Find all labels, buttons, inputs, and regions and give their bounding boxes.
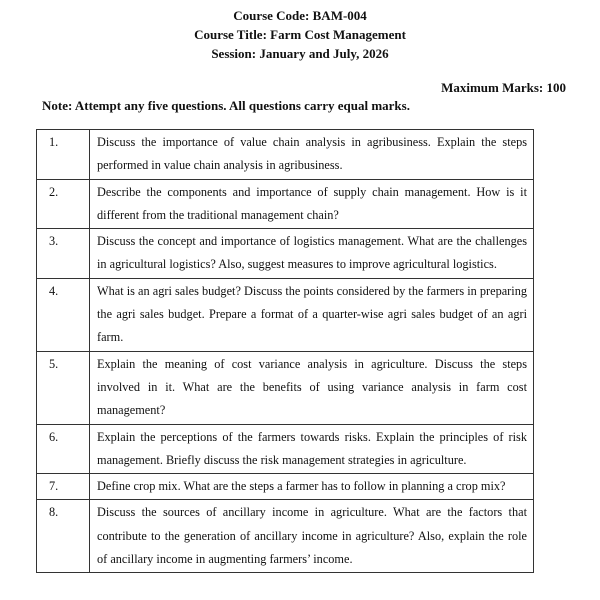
question-number: 6. xyxy=(37,424,90,474)
maximum-marks: Maximum Marks: 100 xyxy=(441,80,566,95)
instructions-note: Note: Attempt any five questions. All questions carry equal marks. xyxy=(42,98,410,113)
question-text: Discuss the sources of ancillary income in agriculture. What are the factors that contribute to the generation of ancillary income in agriculture? Also, explain the role of ancillary income in augmenting farmers’ income. xyxy=(90,500,534,573)
course-title: Course Title: Farm Cost Management xyxy=(194,27,406,42)
questions-table xyxy=(36,129,534,573)
questions-body xyxy=(37,130,534,573)
question-number: 1. xyxy=(37,130,90,180)
question-number: 7. xyxy=(37,474,90,500)
question-row xyxy=(37,500,534,573)
question-text: Explain the perceptions of the farmers towards risks. Explain the principles of risk management. Briefly discuss the risk management strategies in agriculture. xyxy=(90,424,534,474)
session: Session: January and July, 2026 xyxy=(211,46,389,61)
question-row xyxy=(37,130,534,180)
question-row xyxy=(37,351,534,424)
question-number: 8. xyxy=(37,500,90,573)
question-row xyxy=(37,229,534,279)
document-header xyxy=(0,6,600,63)
question-text: What is an agri sales budget? Discuss the points considered by the farmers in preparing the agri sales budget. Prepare a format of a quarter-wise agri sales budget of an agri farm. xyxy=(90,278,534,351)
question-text: Discuss the concept and importance of logistics management. What are the challenges in agricultural logistics? Also, suggest measures to improve agricultural logistics. xyxy=(90,229,534,279)
course-code: Course Code: BAM-004 xyxy=(233,8,367,23)
question-number: 4. xyxy=(37,278,90,351)
question-number: 2. xyxy=(37,179,90,229)
question-text: Explain the meaning of cost variance analysis in agriculture. Discuss the steps involved in it. What are the benefits of using variance analysis in farm cost management? xyxy=(90,351,534,424)
question-row xyxy=(37,179,534,229)
question-number: 3. xyxy=(37,229,90,279)
question-text: Describe the components and importance of supply chain management. How is it different from the traditional management chain? xyxy=(90,179,534,229)
question-row xyxy=(37,424,534,474)
question-text: Discuss the importance of value chain analysis in agribusiness. Explain the steps performed in value chain analysis in agribusiness. xyxy=(90,130,534,180)
question-number: 5. xyxy=(37,351,90,424)
question-row xyxy=(37,278,534,351)
question-text: Define crop mix. What are the steps a farmer has to follow in planning a crop mix? xyxy=(90,474,534,500)
question-row xyxy=(37,474,534,500)
